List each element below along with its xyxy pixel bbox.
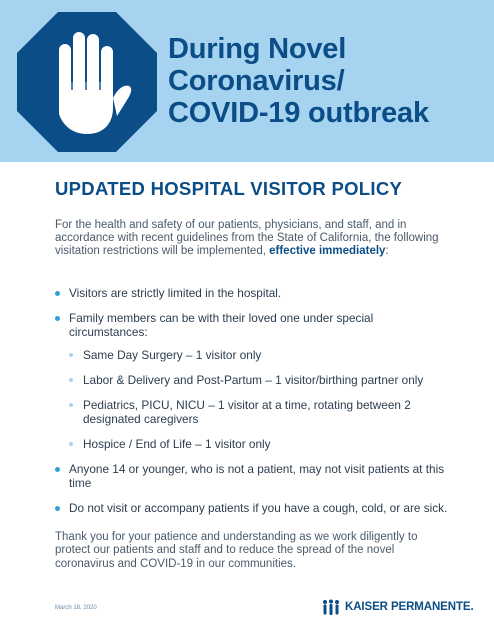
list-item — [55, 501, 455, 515]
sub-list-item — [69, 437, 455, 451]
sub-list-item — [69, 348, 455, 362]
bullet-text: Anyone 14 or younger, who is not a patient, may not visit patients at this time — [69, 462, 445, 490]
intro-text: For the health and safety of our patients, physicians, and staff, and in accordance with recent guidelines from the State of California, the following visitation restrictions will be implemented, — [55, 219, 439, 258]
sub-bullet-icon — [69, 442, 73, 446]
stop-hand-icon — [17, 12, 157, 152]
header-title-line: COVID-19 outbreak — [168, 97, 429, 129]
header-title-line: During Novel — [168, 33, 347, 65]
list-item — [55, 311, 455, 451]
closing-paragraph: Thank you for your patience and understanding as we work diligently to protect our patients and staff and to reduce the spread of the novel coronavirus and COVID-19 in our communities. — [55, 531, 418, 570]
bullet-text: Do not visit or accompany patients if you have a cough, cold, or are sick. — [69, 501, 448, 515]
bullet-text: Visitors are strictly limited in the hospital. — [69, 286, 282, 300]
bullet-icon — [55, 316, 60, 321]
logo-text: KAISER PERMANENTE. — [345, 601, 474, 613]
list-item — [55, 286, 455, 300]
sub-bullet-list — [69, 348, 455, 451]
kaiser-permanente-logo — [320, 598, 474, 616]
intro-suffix: : — [385, 245, 389, 258]
sub-bullet-text: Pediatrics, PICU, NICU – 1 visitor at a time, rotating between 2 designated caregivers — [83, 398, 411, 426]
sub-bullet-text: Same Day Surgery – 1 visitor only — [83, 348, 262, 362]
sub-bullet-icon — [69, 378, 73, 382]
sub-bullet-icon — [69, 403, 73, 407]
bullet-text: Family members can be with their loved one under special circumstances: — [69, 311, 374, 339]
policy-bullet-list — [55, 286, 455, 515]
bullet-icon — [55, 291, 60, 296]
sub-list-item — [69, 373, 455, 387]
sub-bullet-text: Labor & Delivery and Post-Partum – 1 visitor/birthing partner only — [83, 373, 424, 387]
intro-paragraph — [55, 219, 445, 259]
header-title — [168, 33, 488, 129]
bullet-icon — [55, 506, 60, 511]
bullet-icon — [55, 467, 60, 472]
header-banner — [0, 0, 494, 162]
intro-emphasis: effective immediately — [269, 245, 386, 258]
list-item — [55, 462, 455, 490]
header-title-line: Coronavirus/ — [168, 65, 345, 97]
sub-list-item — [69, 398, 455, 426]
sub-bullet-text: Hospice / End of Life – 1 visitor only — [83, 437, 271, 451]
sub-bullet-icon — [69, 353, 73, 357]
publication-date: March 18, 2020 — [55, 605, 97, 611]
kaiser-permanente-logo-icon — [320, 599, 342, 615]
policy-title: UPDATED HOSPITAL VISITOR POLICY — [55, 178, 403, 199]
